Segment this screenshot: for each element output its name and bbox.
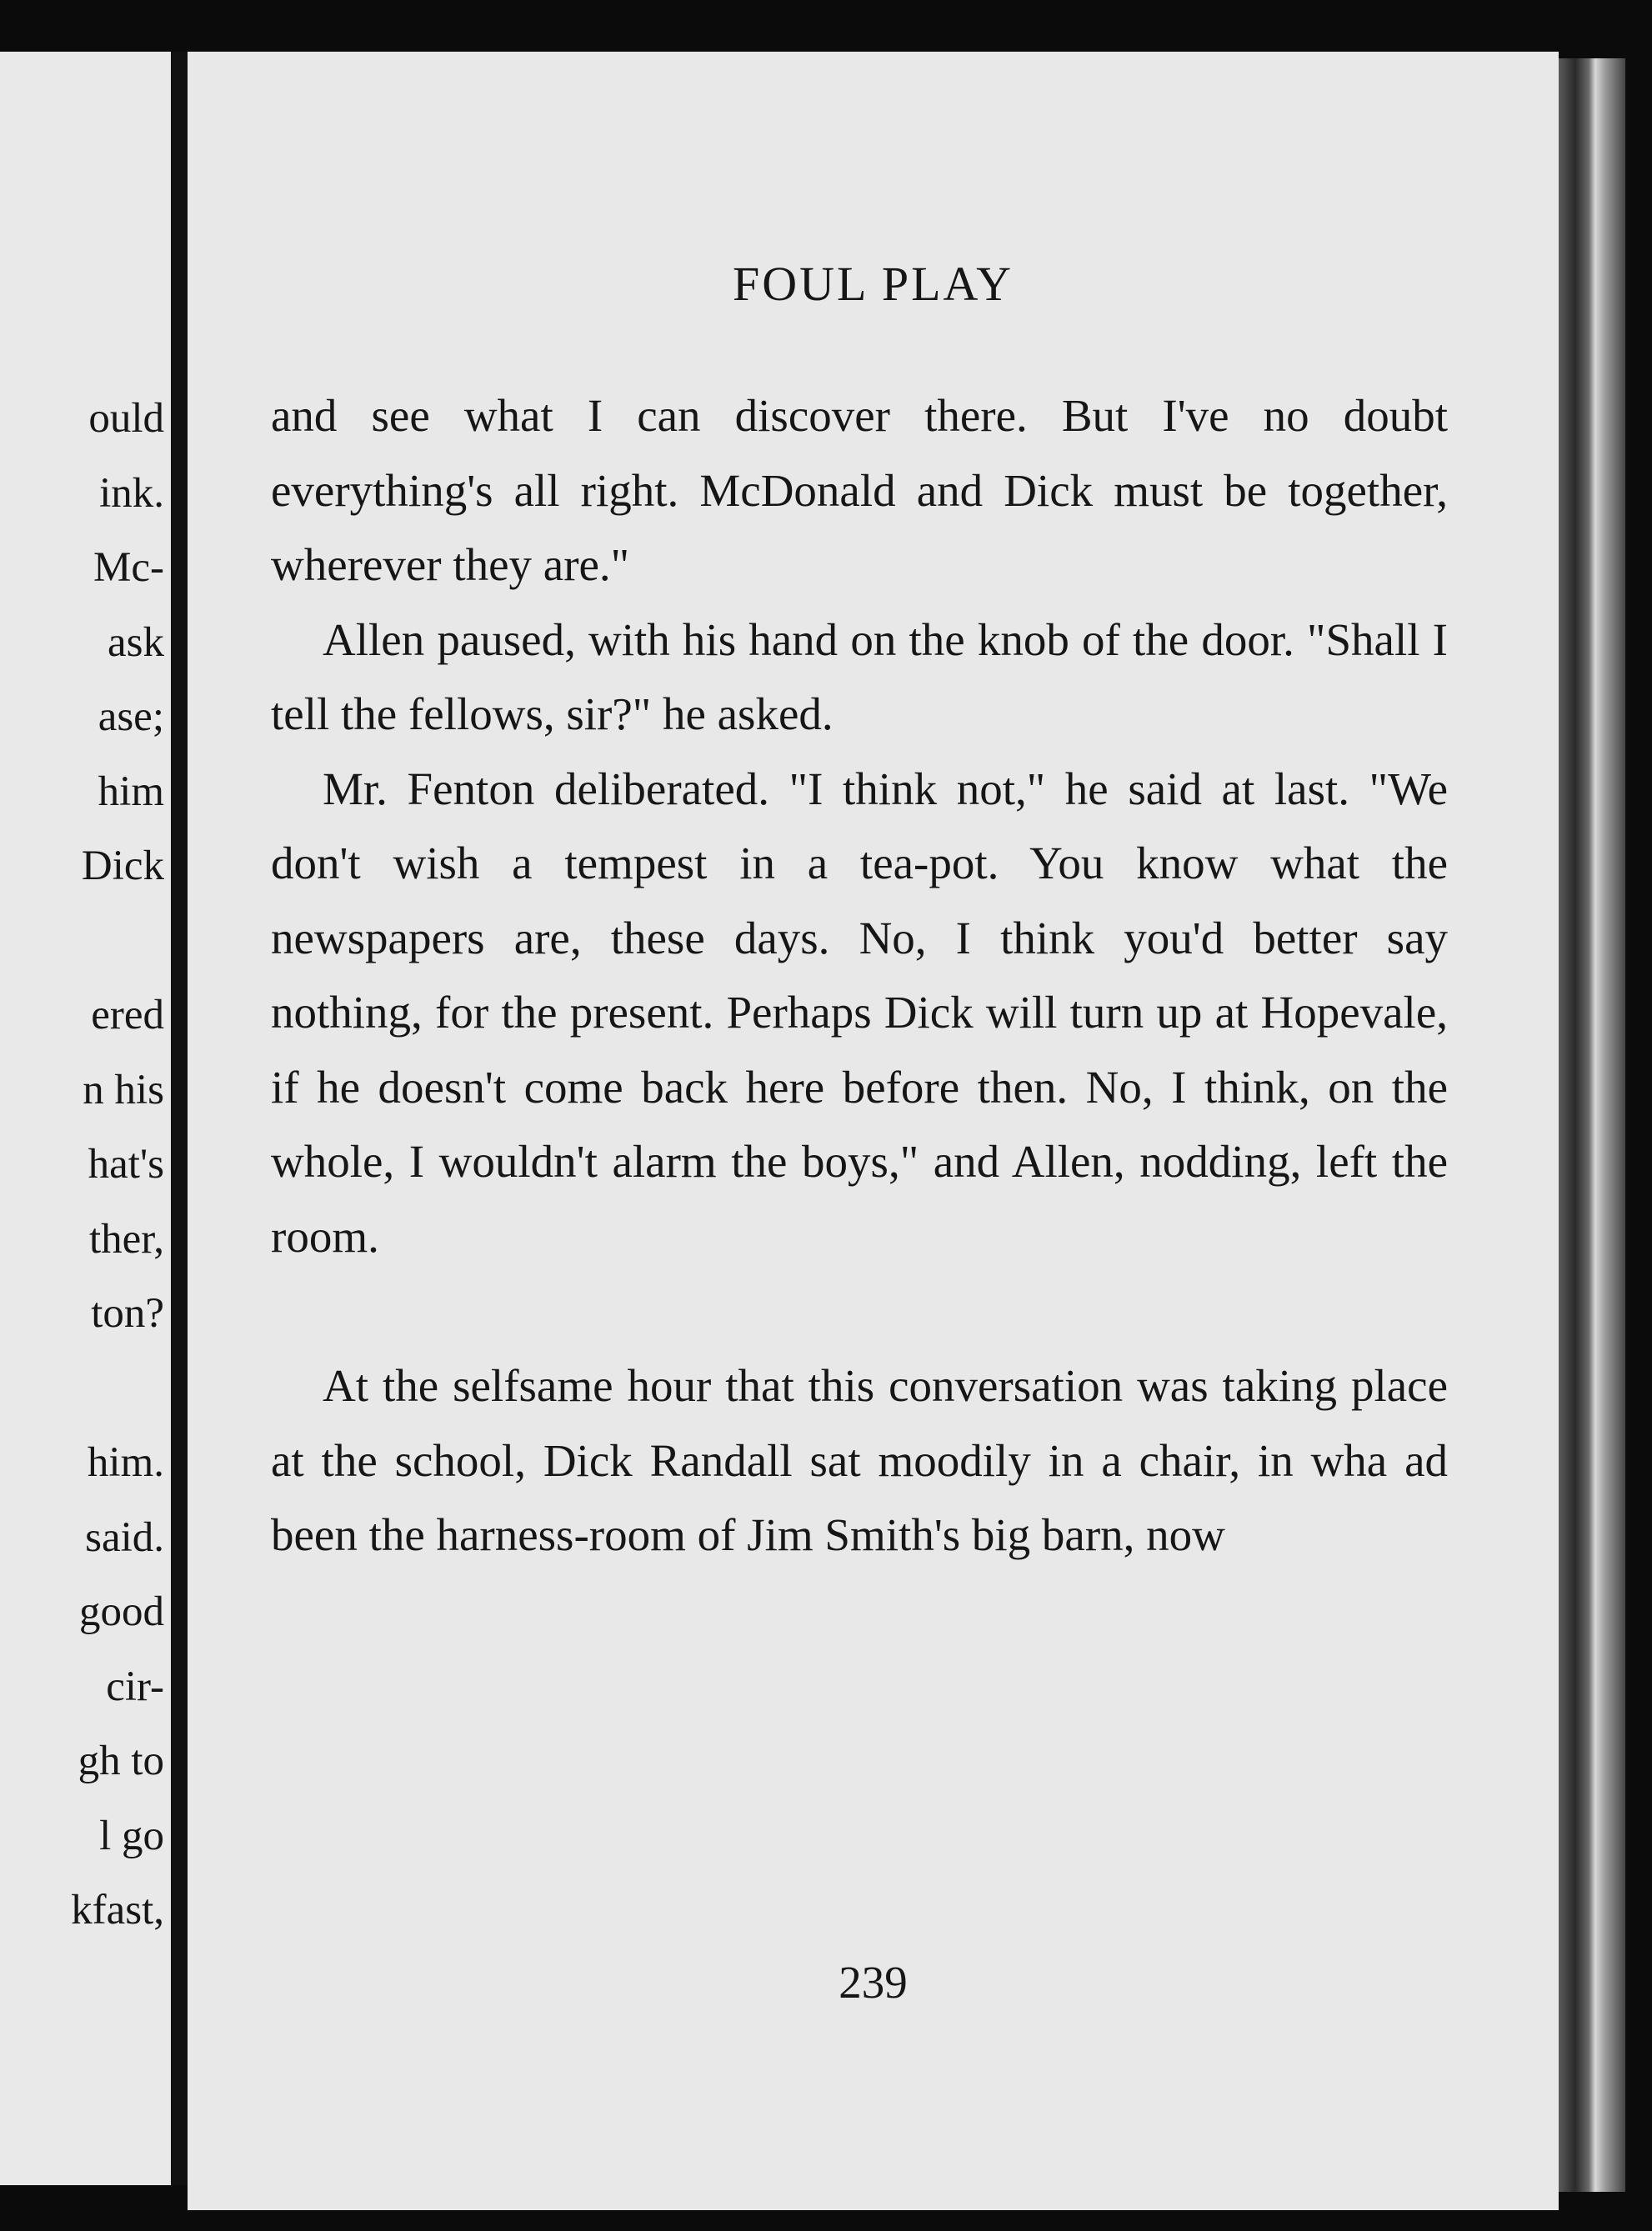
left-page-line: ered	[91, 992, 164, 1038]
left-page-line	[164, 1351, 171, 1426]
running-head: FOUL PLAY	[733, 257, 1014, 311]
left-page-line: n his	[83, 1066, 164, 1113]
paragraph-1: and see what I can discover there. But I've no doubt everything's all right. McDonald and Dick must be together, wherever they are."	[271, 390, 1448, 590]
page-edge	[1559, 58, 1625, 2192]
left-page-line: him.	[87, 1439, 164, 1486]
left-page-line: him	[98, 768, 164, 815]
left-page-line: ton?	[91, 1290, 164, 1337]
left-page-line: Mc-	[93, 544, 164, 591]
body-text	[271, 378, 1448, 1573]
page-number: 239	[839, 1957, 908, 2008]
left-page-line: said.	[85, 1513, 164, 1561]
paragraph-2: Allen paused, with his hand on the knob of the door. "Shall I tell the fellows, sir?" he asked.	[271, 613, 1448, 739]
left-page-line	[164, 903, 171, 978]
left-page-line: hat's	[88, 1141, 164, 1188]
left-page-line: good	[79, 1588, 164, 1635]
left-page-line: ase;	[98, 693, 164, 740]
left-page-line: ther,	[89, 1215, 164, 1263]
paragraph-3: Mr. Fenton deliberated. "I think not," he said at last. "We don't wish a tempest in a tea-pot. You know what the newspapers are, these days. No, I think you'd better say nothing, for the present. Perhaps Dick will turn up at Hopevale, if he doesn't come back here before then. No, I think, on the whole, I wouldn't alarm the boys," and Allen, nodding, left the room.	[271, 763, 1448, 1262]
left-page-line: ask	[108, 618, 164, 666]
left-page-line: kfast,	[71, 1887, 164, 1933]
left-page	[0, 52, 171, 2185]
left-page-line: gh to	[78, 1738, 164, 1784]
left-page-line: Dick	[81, 843, 164, 889]
left-page-line: l go	[99, 1812, 164, 1859]
left-page-line: ould	[88, 395, 164, 442]
paragraph-4: At the selfsame hour that this conversation was taking place at the school, Dick Randall sat moodily in a chair, in wha ad been the harness-room of Jim Smith's big barn, now	[271, 1360, 1448, 1560]
left-page-line: ink.	[99, 469, 164, 517]
section-break	[271, 1273, 1448, 1348]
left-page-line: cir-	[106, 1663, 164, 1710]
right-page	[188, 52, 1559, 2210]
